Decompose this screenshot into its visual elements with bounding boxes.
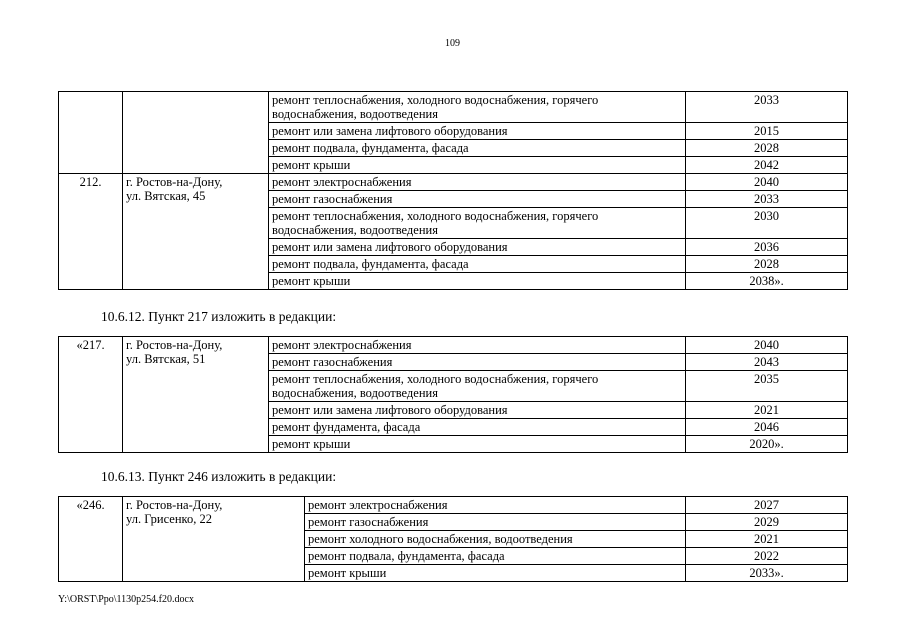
- cell-year: 2033: [686, 191, 848, 208]
- cell-year: 2036: [686, 239, 848, 256]
- cell-work: ремонт подвала, фундамента, фасада: [269, 140, 686, 157]
- table-row: [59, 497, 848, 514]
- cell-year: 2042: [686, 157, 848, 174]
- address-city: г. Ростов-на-Дону,: [126, 498, 223, 512]
- cell-item-number: «246.: [59, 497, 123, 582]
- cell-year: 2033: [686, 92, 848, 123]
- paragraph-item-217: 10.6.12. Пункт 217 изложить в редакции:: [101, 309, 337, 324]
- cell-address: [123, 337, 269, 453]
- address-street: ул. Вятская, 51: [126, 352, 206, 366]
- page-number: 109: [445, 38, 460, 49]
- cell-year: 2033».: [686, 565, 848, 582]
- cell-year: 2021: [686, 402, 848, 419]
- cell-work: ремонт крыши: [269, 273, 686, 290]
- cell-year: 2020».: [686, 436, 848, 453]
- cell-work: ремонт электроснабжения: [269, 174, 686, 191]
- cell-year: 2015: [686, 123, 848, 140]
- cell-work: ремонт или замена лифтового оборудования: [269, 123, 686, 140]
- cell-year: 2028: [686, 140, 848, 157]
- cell-year: 2021: [686, 531, 848, 548]
- table-row: [59, 92, 848, 123]
- table-row: [59, 174, 848, 191]
- cell-address: [123, 497, 305, 582]
- cell-year: 2043: [686, 354, 848, 371]
- cell-item-number: «217.: [59, 337, 123, 453]
- cell-work: ремонт или замена лифтового оборудования: [269, 239, 686, 256]
- table-housing-works-217: [58, 336, 848, 453]
- cell-work: ремонт подвала, фундамента, фасада: [269, 256, 686, 273]
- cell-year: 2035: [686, 371, 848, 402]
- cell-work: ремонт холодного водоснабжения, водоотведения: [305, 531, 686, 548]
- cell-year: 2022: [686, 548, 848, 565]
- cell-year: 2046: [686, 419, 848, 436]
- cell-year: 2038».: [686, 273, 848, 290]
- address-city: г. Ростов-на-Дону,: [126, 175, 223, 189]
- address-street: ул. Грисенко, 22: [126, 512, 212, 526]
- cell-work: ремонт крыши: [269, 157, 686, 174]
- table-housing-works-246: [58, 496, 848, 582]
- cell-work: ремонт подвала, фундамента, фасада: [305, 548, 686, 565]
- cell-address-empty: [123, 92, 269, 174]
- cell-work: ремонт электроснабжения: [305, 497, 686, 514]
- cell-work: ремонт газоснабжения: [269, 191, 686, 208]
- cell-work: ремонт фундамента, фасада: [269, 419, 686, 436]
- cell-year: 2028: [686, 256, 848, 273]
- cell-year: 2030: [686, 208, 848, 239]
- table-row: [59, 337, 848, 354]
- address-city: г. Ростов-на-Дону,: [126, 338, 223, 352]
- cell-address: [123, 174, 269, 290]
- cell-year: 2029: [686, 514, 848, 531]
- cell-year: 2040: [686, 337, 848, 354]
- table-housing-works-1: [58, 91, 848, 290]
- cell-work: ремонт электроснабжения: [269, 337, 686, 354]
- paragraph-item-246: 10.6.13. Пункт 246 изложить в редакции:: [101, 469, 337, 484]
- cell-year: 2040: [686, 174, 848, 191]
- cell-work: ремонт крыши: [305, 565, 686, 582]
- cell-work: ремонт газоснабжения: [305, 514, 686, 531]
- cell-number-empty: [59, 92, 123, 174]
- cell-year: 2027: [686, 497, 848, 514]
- cell-item-number: 212.: [59, 174, 123, 290]
- address-street: ул. Вятская, 45: [126, 189, 206, 203]
- file-path-footer: Y:\ORST\Ppo\1130p254.f20.docx: [58, 594, 194, 605]
- cell-work: ремонт крыши: [269, 436, 686, 453]
- cell-work: ремонт или замена лифтового оборудования: [269, 402, 686, 419]
- cell-work: ремонт газоснабжения: [269, 354, 686, 371]
- cell-work: ремонт теплоснабжения, холодного водоснабжения, горячего водоснабжения, водоотведения: [269, 371, 686, 402]
- cell-work: ремонт теплоснабжения, холодного водоснабжения, горячего водоснабжения, водоотведения: [269, 208, 686, 239]
- cell-work: ремонт теплоснабжения, холодного водоснабжения, горячего водоснабжения, водоотведения: [269, 92, 686, 123]
